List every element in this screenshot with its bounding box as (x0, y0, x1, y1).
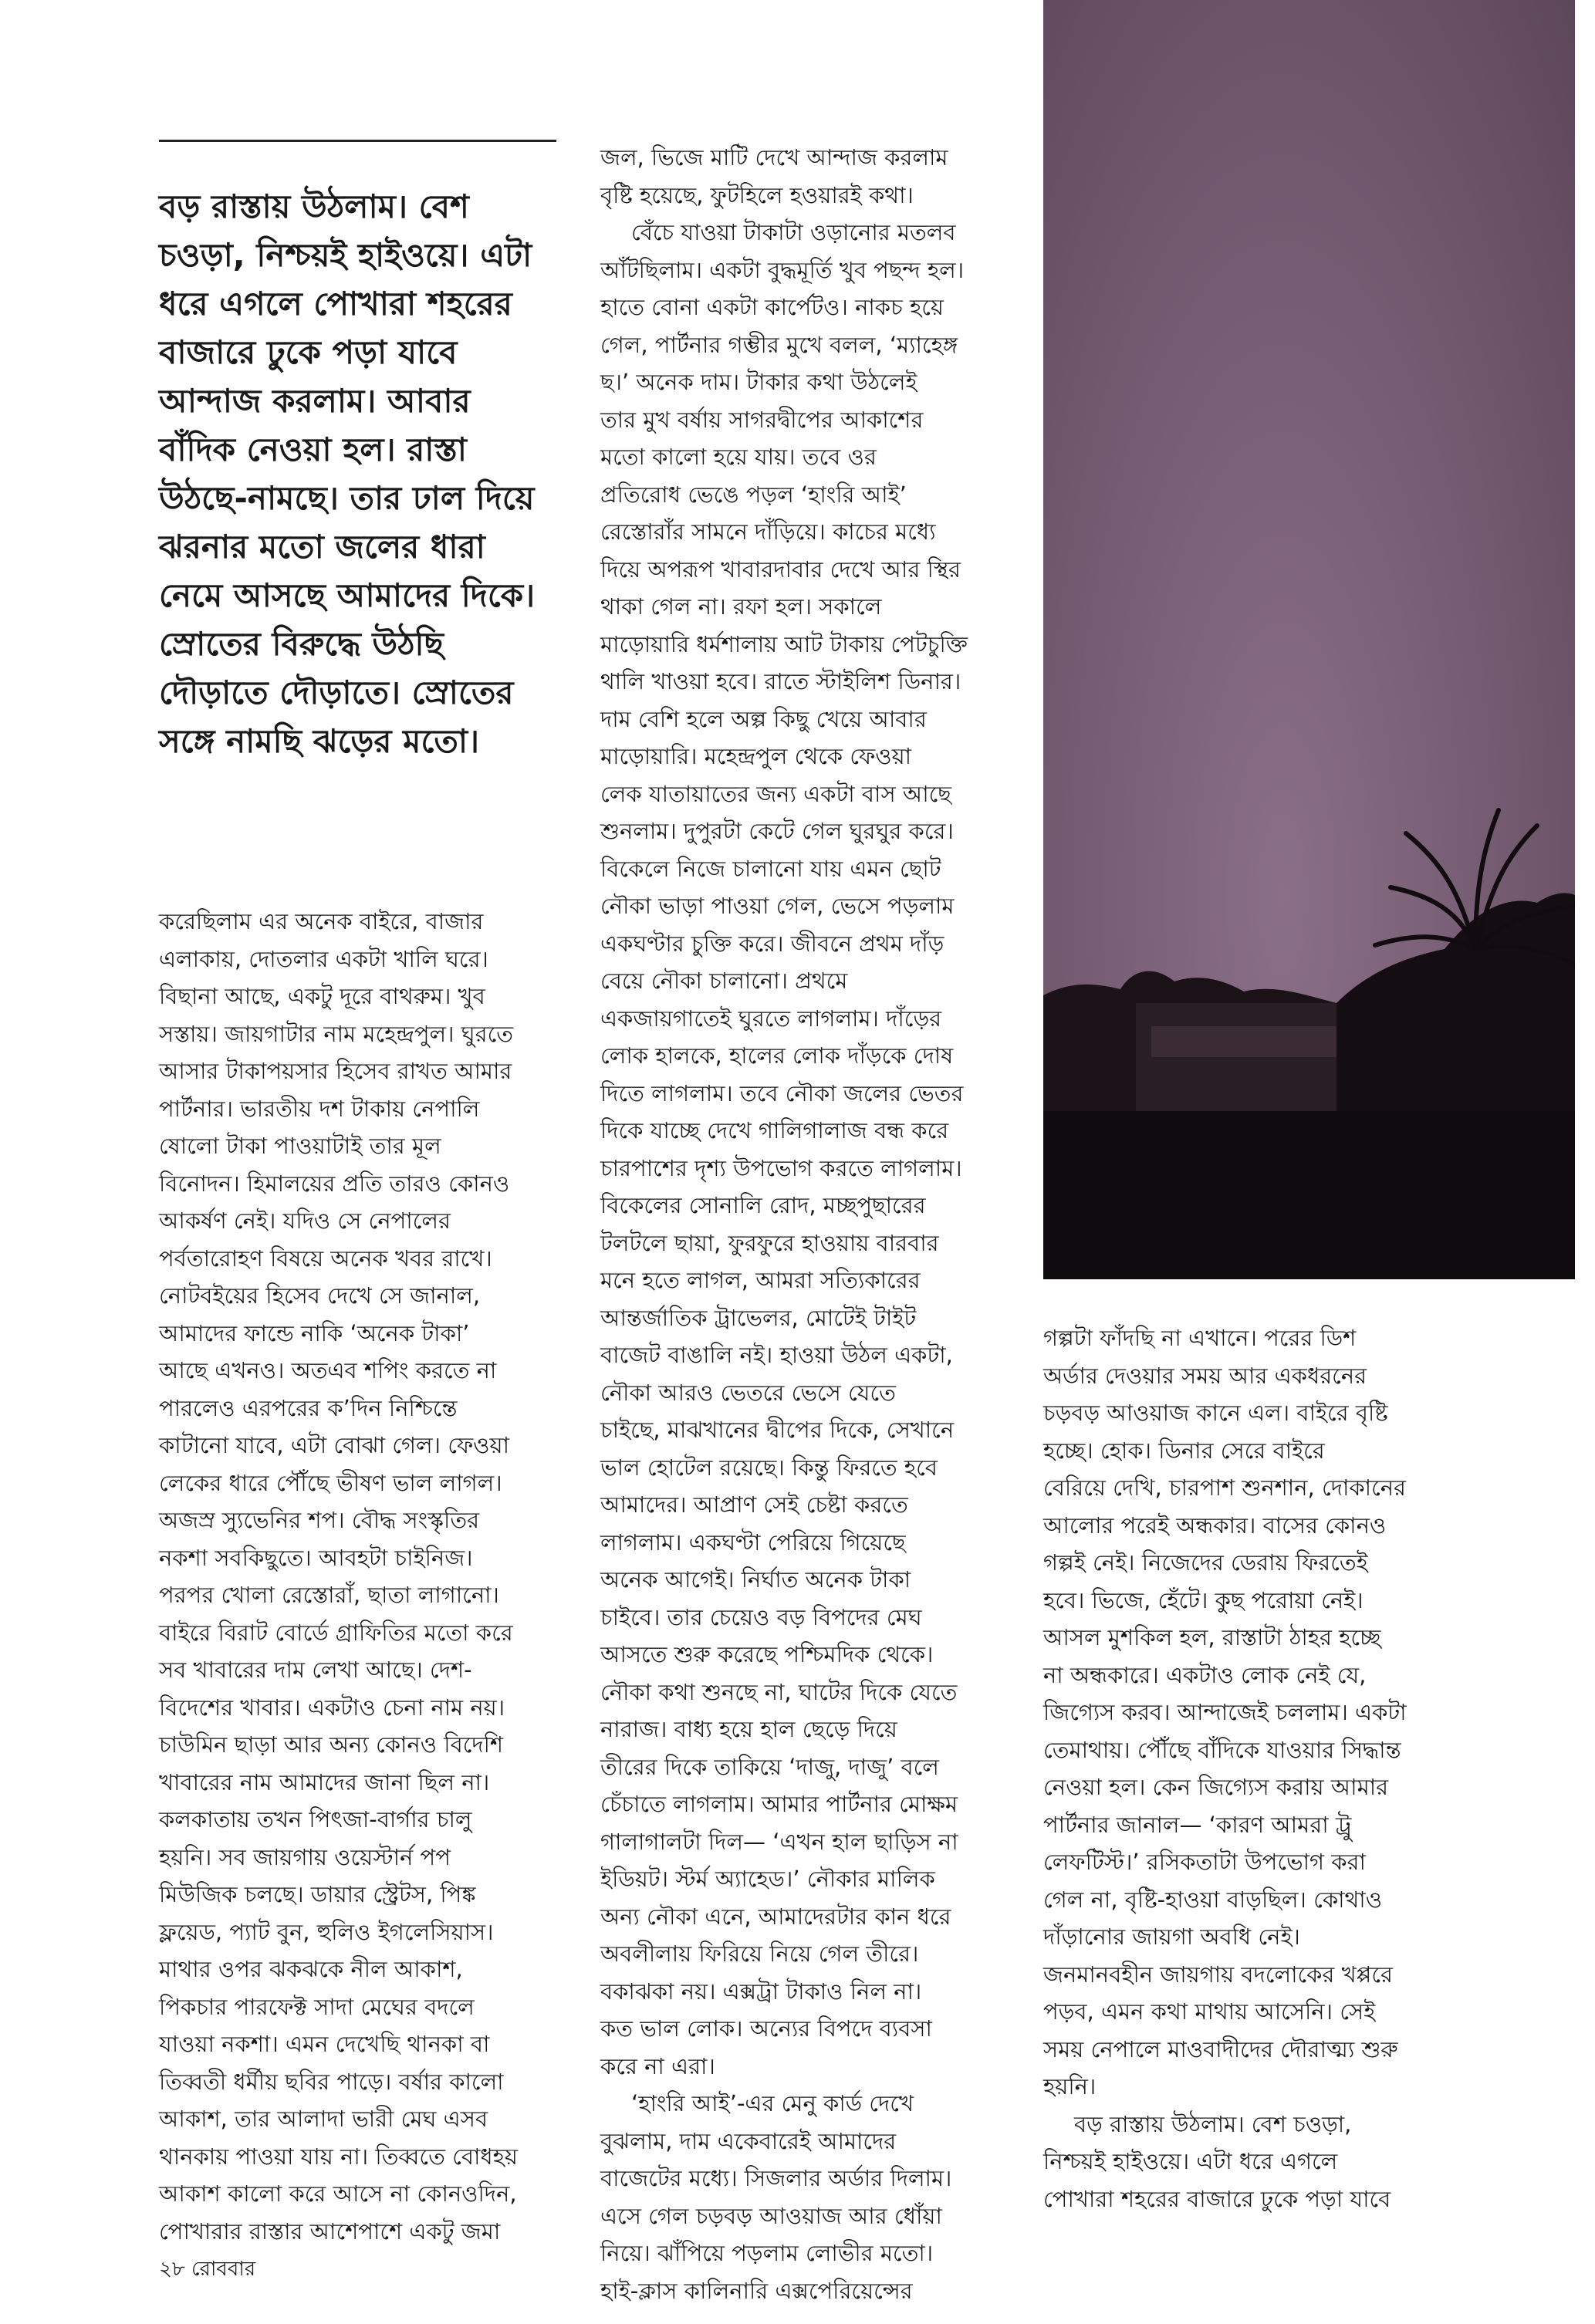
text-line: হয়নি। (1043, 2073, 1097, 2099)
pull-quote-line: ধরে এগলে পোখারা শহরের (159, 285, 512, 323)
text-line: মাথার ওপর ঝকঝকে নীল আকাশ, (159, 1956, 463, 1982)
text-line: পোখারার রাস্তার আশেপাশে একটু জমা (159, 2218, 501, 2245)
text-line: বিনোদন। হিমালয়ের প্রতি তারও কোনও (159, 1170, 510, 1197)
text-line: শুনলাম। দুপুরটা কেটে গেল ঘুরঘুর করে। (600, 818, 954, 844)
pull-quote-line: সঙ্গে নামছি ঝড়ের মতো। (159, 722, 480, 760)
text-line: কত ভাল লোক। অন্যের বিপদে ব্যবসা (600, 2015, 932, 2042)
text-line: গল্পই নেই। নিজেদের ডেরায় ফিরতেই (1043, 1549, 1368, 1576)
text-line: সময় নেপালে মাওবাদীদের দৌরাত্ম্য শুরু (1043, 2035, 1398, 2062)
text-line: তার মুখ বর্ষায় সাগরদ্বীপের আকাশের (600, 406, 924, 433)
text-line: আন্তর্জাতিক ট্রাভেলর, মোটেই টাইট (600, 1304, 917, 1331)
text-line: হয়নি। সব জায়গায় ওয়েস্টার্ন পপ (159, 1843, 451, 1870)
text-line: ফ্লয়েড, প্যাট বুন, হুলিও ইগলেসিয়াস। (159, 1918, 494, 1945)
text-line: গেল, পার্টনার গম্ভীর মুখে বলল, ‘ম্যাহেঙ্গ (600, 331, 958, 358)
text-line: নৌকা আরও ভেতরে ভেসে যেতে (600, 1379, 896, 1406)
text-line: অর্ডার দেওয়ার সময় আর একধরনের (1043, 1362, 1367, 1389)
text-line: না অন্ধকারে। একটাও লোক নেই যে, (1043, 1661, 1367, 1688)
text-line: করে না এরা। (600, 2052, 715, 2079)
text-line: দিয়ে অপরূপ খাবারদাবার দেখে আর স্থির (600, 556, 961, 583)
text-line: নোটবইয়ের হিসেব দেখে সে জানাল, (159, 1282, 481, 1309)
text-line: আসার টাকাপয়সার হিসেব রাখত আমার (159, 1058, 512, 1084)
text-line: নৌকা ভাড়া পাওয়া গেল, ভেসে পড়লাম (600, 893, 955, 919)
text-line: চড়বড় আওয়াজ কানে এল। বাইরে বৃষ্টি (1043, 1400, 1388, 1426)
pull-quote-line: নেমে আসছে আমাদের দিকে। (159, 576, 536, 614)
text-line: বেরিয়ে দেখি, চারপাশ শুনশান, দোকানের (1043, 1474, 1406, 1501)
text-line: বেয়ে নৌকা চালানো। প্রথমে (600, 968, 848, 994)
text-line: চাইবে। তার চেয়েও বড় বিপদের মেঘ (600, 1603, 922, 1630)
text-column-1 (159, 903, 560, 2250)
text-line: চেঁচাতে লাগলাম। আমার পার্টনার মোক্ষম (600, 1791, 958, 1817)
text-line: চাউমিন ছাড়া আর অন্য কোনও বিদেশি (159, 1731, 504, 1758)
text-line: লোক হালকে, হালের লোক দাঁড়কে দোষ (600, 1042, 954, 1069)
text-line: প্রতিরোধ ভেঙে পড়ল ‘হাংরি আই’ (600, 481, 907, 508)
text-line: থানকায় পাওয়া যায় না। তিব্বতে বোধহয় (159, 2143, 518, 2170)
night-sky-photo (1043, 0, 1575, 1279)
text-line: রেস্তোরাঁর সামনে দাঁড়িয়ে। কাচের মধ্যে (600, 519, 936, 545)
pull-quote-line: উঠছে-নামছে। তার ঢাল দিয়ে (159, 479, 535, 517)
text-line: হাতে বোনা একটা কার্পেটও। নাকচ হয়ে (600, 294, 944, 320)
text-line: এলাকায়, দোতলার একটা খালি ঘরে। (159, 945, 488, 972)
text-line: পার্টনার জানাল— ‘কারণ আমরা ট্রু (1043, 1811, 1352, 1838)
text-line: পড়ব, এমন কথা মাথায় আসেনি। সেই (1043, 1998, 1376, 2025)
pullquote-rule (159, 140, 556, 142)
text-line: বাজেটের মধ্যে। সিজলার অর্ডার দিলাম। (600, 2165, 952, 2191)
text-line: বিছানা আছে, একটু দূরে বাথরুম। খুব (159, 983, 485, 1009)
text-line: লেক যাতায়াতের জন্য একটা বাস আছে (600, 780, 951, 807)
text-line: নারাজ। বাধ্য হয়ে হাল ছেড়ে দিয়ে (600, 1716, 897, 1742)
text-line: নিশ্চয়ই হাইওয়ে। এটা ধরে এগলে (1043, 2148, 1338, 2174)
text-line: কাটানো যাবে, এটা বোঝা গেল। ফেওয়া (159, 1432, 509, 1458)
text-line: ইডিয়ট। স্টর্ম অ্যাহেড।’ নৌকার মালিক (600, 1866, 935, 1892)
text-line: পরপর খোলা রেস্তোরাঁ, ছাতা লাগানো। (159, 1582, 499, 1608)
text-line: বৃষ্টি হয়েছে, ফুটহিলে হওয়ারই কথা। (600, 181, 914, 208)
text-line: তেমাথায়। পৌঁছে বাঁদিকে যাওয়ার সিদ্ধান্ত (1043, 1736, 1401, 1763)
text-line: ভাল হোটেল রয়েছে। কিন্তু ফিরতে হবে (600, 1454, 938, 1481)
text-line: লাগলাম। একঘণ্টা পেরিয়ে গিয়েছে (600, 1529, 906, 1556)
pull-quote-line: স্রোতের বিরুদ্ধে উঠছি (159, 625, 444, 663)
text-line: বুঝলাম, দাম একেবারেই আমাদের (600, 2127, 897, 2154)
pull-quote-line: বাজারে ঢুকে পড়া যাবে (159, 333, 458, 371)
text-line: পোখারা শহরের বাজারে ঢুকে পড়া যাবে (1043, 2185, 1391, 2212)
text-line: টলটলে ছায়া, ফুরফুরে হাওয়ায় বারবার (600, 1229, 939, 1256)
text-line: আলোর পরেই অন্ধকার। বাসের কোনও (1043, 1512, 1387, 1539)
text-line: আকর্ষণ নেই। যদিও সে নেপালের (159, 1208, 451, 1234)
text-line: থালি খাওয়া হবে। রাতে স্টাইলিশ ডিনার। (600, 668, 961, 694)
text-line: চারপাশের দৃশ্য উপভোগ করতে লাগলাম। (600, 1154, 962, 1181)
text-line: বিকেলে নিজে চালানো যায় এমন ছোট (600, 855, 941, 882)
text-line: পারলেও এরপরের ক’দিন নিশ্চিন্তে (159, 1394, 458, 1421)
text-line: আকাশ, তার আলাদা ভারী মেঘ এসব (159, 2106, 488, 2132)
text-line: দিকে যাচ্ছে দেখে গালিগালাজ বন্ধ করে (600, 1117, 949, 1143)
text-line: গেল না, বৃষ্টি-হাওয়া বাড়ছিল। কোথাও (1043, 1886, 1383, 1913)
text-line: এসে গেল চড়বড় আওয়াজ আর ধোঁয়া (600, 2202, 942, 2229)
text-column-2 (600, 139, 1002, 2309)
text-line: ‘হাংরি আই’-এর মেনু কার্ড দেখে (631, 2090, 914, 2116)
text-line: মিউজিক চলছে। ডায়ার স্ট্রেটস, পিঙ্ক (159, 1881, 476, 1907)
text-line: হাই-ক্লাস কালিনারি এক্সপেরিয়েন্সের (600, 2277, 913, 2304)
text-line: জল, ভিজে মাটি দেখে আন্দাজ করলাম (600, 144, 948, 171)
text-line: আকাশ কালো করে আসে না কোনওদিন, (159, 2180, 517, 2207)
pull-quote-line: বাঁদিক নেওয়া হল। রাস্তা (159, 431, 467, 468)
text-line: মতো কালো হয়ে যায়। তবে ওর (600, 444, 877, 470)
text-line: বিকেলের সোনালি রোদ, মচ্ছপুছারের (600, 1192, 926, 1218)
text-line: তীরের দিকে তাকিয়ে ‘দাজু, দাজু’ বলে (600, 1753, 939, 1780)
text-line: হচ্ছে। হোক। ডিনার সেরে বাইরে (1043, 1437, 1325, 1464)
text-line: নিয়ে। ঝাঁপিয়ে পড়লাম লোভীর মতো। (600, 2240, 934, 2266)
text-line: খাবারের নাম আমাদের জানা ছিল না। (159, 1768, 490, 1795)
text-line: আঁটছিলাম। একটা বুদ্ধমূর্তি খুব পছন্দ হল। (600, 256, 965, 283)
text-line: নকশা সবকিছুতে। আবহটা চাইনিজ। (159, 1544, 473, 1571)
pull-quote-line: বড় রাস্তায় উঠলাম। বেশ (159, 187, 469, 225)
text-line: লেফটিস্ট।’ রসিকতাটা উপভোগ করা (1043, 1849, 1366, 1875)
text-line: পার্টনার। ভারতীয় দশ টাকায় নেপালি (159, 1095, 480, 1122)
text-line: ছ।’ অনেক দাম। টাকার কথা উঠলেই (600, 369, 917, 395)
text-line: বকাঝকা নয়। এক্সট্রা টাকাও নিল না। (600, 1978, 922, 2005)
text-line: নৌকা কথা শুনছে না, ঘাটের দিকে যেতে (600, 1678, 958, 1705)
text-line: বেঁচে যাওয়া টাকাটা ওড়ানোর মতলব (631, 219, 956, 245)
text-line: অন্য নৌকা এনে, আমাদেরটার কান ধরে (600, 1903, 951, 1930)
text-line: বিদেশের খাবার। একটাও চেনা নাম নয়। (159, 1694, 505, 1721)
pull-quote (159, 182, 568, 765)
text-line: ষোলো টাকা পাওয়াটাই তার মূল (159, 1133, 441, 1159)
text-line: দাম বেশি হলে অল্প কিছু খেয়ে আবার (600, 705, 927, 732)
text-line: আছে এখনও। অতএব শপিং করতে না (159, 1357, 497, 1383)
pull-quote-line: চওড়া, নিশ্চয়ই হাইওয়ে। এটা (159, 236, 532, 274)
text-line: জিগ্যেস করব। আন্দাজেই চললাম। একটা (1043, 1699, 1407, 1725)
text-column-3 (1043, 1319, 1445, 2218)
text-line: চাইছে, মাঝখানের দ্বীপের দিকে, সেখানে (600, 1417, 955, 1443)
text-line: আসল মুশকিল হল, রাস্তাটা ঠাহর হচ্ছে (1043, 1624, 1381, 1650)
pull-quote-line: ঝরনার মতো জলের ধারা (159, 528, 485, 566)
tree-silhouette-graphic (1043, 0, 1575, 1279)
text-line: মনে হতে লাগল, আমরা সত্যিকারের (600, 1267, 921, 1293)
text-line: অজস্র স্যুভেনির শপ। বৌদ্ধ সংস্কৃতির (159, 1507, 480, 1533)
text-line: সব খাবারের দাম লেখা আছে। দেশ- (159, 1657, 472, 1683)
pull-quote-line: দৌড়াতে দৌড়াতে। স্রোতের (159, 674, 514, 711)
text-line: অনেক আগেই। নির্ঘাত অনেক টাকা (600, 1566, 911, 1593)
page-folio: ২৮ রোববার (159, 2258, 256, 2281)
text-line: পিকচার পারফেক্ট সাদা মেঘের বদলে (159, 1993, 475, 2020)
text-line: গালাগালটা দিল— ‘এখন হাল ছাড়িস না (600, 1828, 958, 1855)
text-line: একঘণ্টার চুক্তি করে। জীবনে প্রথম দাঁড় (600, 930, 944, 957)
text-line: বড় রাস্তায় উঠলাম। বেশ চওড়া, (1074, 2110, 1352, 2137)
text-line: পর্বতারোহণ বিষয়ে অনেক খবর রাখে। (159, 1245, 492, 1272)
text-line: আমাদের ফান্ডে নাকি ‘অনেক টাকা’ (159, 1319, 470, 1346)
text-line: আমাদের। আপ্রাণ সেই চেষ্টা করতে (600, 1491, 908, 1518)
text-line: নেওয়া হল। কেন জিগ্যেস করায় আমার (1043, 1774, 1389, 1800)
text-line: গল্পটা ফাঁদছি না এখানে। পরের ডিশ (1043, 1325, 1357, 1351)
text-line: তিব্বতী ধর্মীয় ছবির পাড়ে। বর্ষার কালো (159, 2068, 504, 2095)
text-line: বাজেট বাঙালি নই। হাওয়া উঠল একটা, (600, 1342, 953, 1368)
pull-quote-line: আন্দাজ করলাম। আবার (159, 382, 471, 420)
text-line: বাইরে বিরাট বোর্ডে গ্রাফিতির মতো করে (159, 1619, 513, 1646)
text-line: দাঁড়ানোর জায়গা অবধি নেই। (1043, 1924, 1300, 1950)
text-line: যাওয়া নকশা। এমন দেখেছি থানকা বা (159, 2031, 490, 2057)
text-line: সস্তায়। জায়গাটার নাম মহেন্দ্রপুল। ঘুরতে (159, 1020, 513, 1047)
text-line: দিতে লাগলাম। তবে নৌকা জলের ভেতর (600, 1079, 964, 1106)
text-line: লেকের ধারে পৌঁছে ভীষণ ভাল লাগল। (159, 1469, 502, 1496)
text-line: আসতে শুরু করেছে পশ্চিমদিক থেকে। (600, 1641, 934, 1667)
text-line: করেছিলাম এর অনেক বাইরে, বাজার (159, 908, 484, 934)
text-line: হবে। ভিজে, হেঁটে। কুছ পরোয়া নেই। (1043, 1586, 1364, 1613)
text-line: থাকা গেল না। রফা হল। সকালে (600, 593, 882, 620)
text-line: অবলীলায় ফিরিয়ে নিয়ে গেল তীরে। (600, 1941, 919, 1967)
text-line: কলকাতায় তখন পিৎজা-বার্গার চালু (159, 1806, 472, 1833)
text-line: মাড়োয়ারি। মহেন্দ্রপুল থেকে ফেওয়া (600, 743, 912, 769)
text-line: জনমানবহীন জায়গায় বদলোকের খপ্পরে (1043, 1961, 1393, 1988)
text-line: মাড়োয়ারি ধর্মশালায় আট টাকায় পেটচুক্তি (600, 630, 968, 657)
text-line: একজায়গাতেই ঘুরতে লাগলাম। দাঁড়ের (600, 1005, 942, 1032)
